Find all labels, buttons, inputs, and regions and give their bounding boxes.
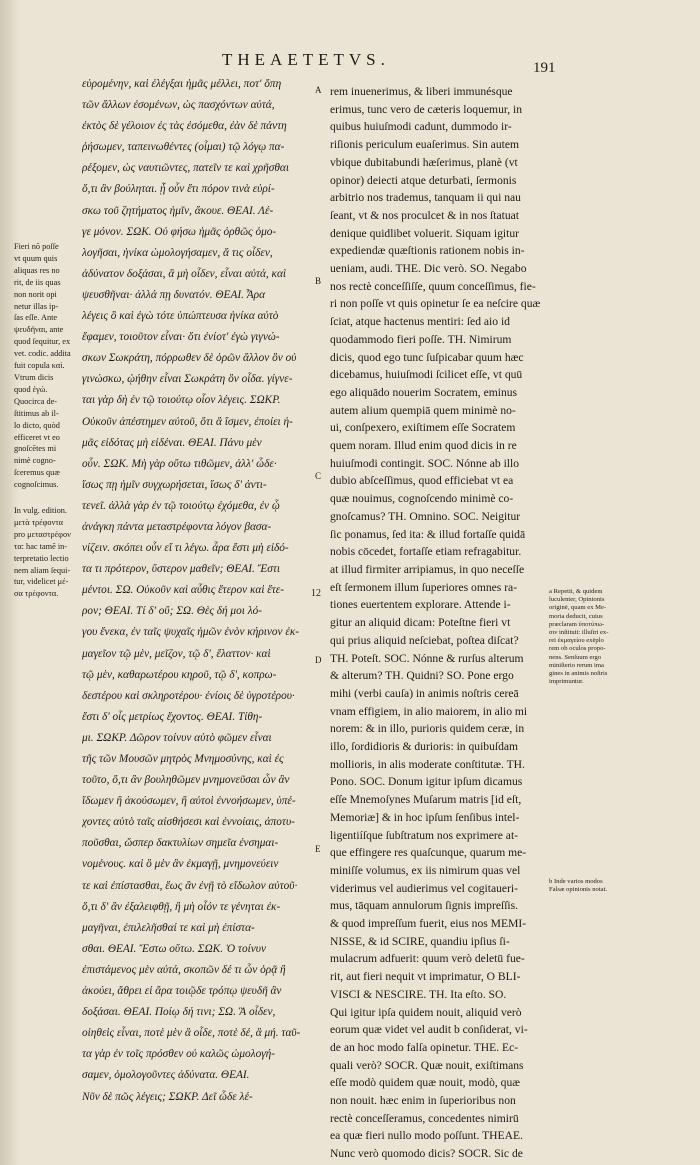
latin-line: VISCI & NESCIRE. TH. Ita eſto. SO. xyxy=(330,987,507,1001)
greek-line: τοῦτο, ὅ,τι ἂν βουληθῶμεν μνημονεῦσαι ὧν ἂν xyxy=(82,774,290,787)
greek-line: τῷ μὲν, καθαρωτέρου κηροῦ, τῷ δ', κοπρω- xyxy=(82,668,277,681)
latin-line: arbitrio nos trademus, tanquam ii qui nau xyxy=(330,191,521,205)
note-line: vt quum quis xyxy=(14,253,58,263)
latin-line: gnoſcamus? TH. Omnino. SOC. Neigitur xyxy=(330,509,521,523)
greek-line: τῶν ἄλλων ἐσομένων, ὡς πασχόντων αὐτά, xyxy=(82,99,275,112)
note-line: efficeret vt eo xyxy=(14,432,60,442)
note-line: terpretatio lectio xyxy=(14,553,69,563)
latin-line: mollioris, in alis moderate conſtitutæ. TH. xyxy=(330,757,525,771)
latin-line: quodammodo fieri poſſe. TH. Nimirum xyxy=(330,332,512,346)
greek-line: λογῆσαι, ἡνίκα ὡμολογήσαμεν, ἅ τις οἶδεν, xyxy=(82,246,273,259)
note-line: ſas eſſe. Ante xyxy=(14,313,58,323)
section-letter-e: E xyxy=(315,844,321,854)
latin-line: & alterum? TH. Quidni? SO. Pone ergo xyxy=(330,669,514,683)
note-line: miniſterio rerum ima xyxy=(549,661,604,669)
greek-text-column xyxy=(82,74,318,1108)
greek-line: Οὐκοῦν ἀπέστημεν αὐτοῦ, ὅτι ἃ ἴσμεν, ἐποίει ἡ- xyxy=(82,415,293,428)
latin-line: quem noram. Illud enim quod dicis in re xyxy=(330,439,517,453)
greek-line: ἀνάγκη πάντα μεταστρέφοντα λόγον βασα- xyxy=(82,520,272,533)
latin-line: qui prius aliquid neſciebat, poſtea diſcat? xyxy=(330,633,519,647)
latin-line: dicebamus, huiuſmodi ſcilicet eſſe, vt quū xyxy=(330,368,523,382)
latin-line: eſſe Mnemoſynes Muſarum matris [id eſt, xyxy=(330,793,522,807)
greek-line: ὅ,τι δ' ἂν ἐξαλειφθῇ, ἢ μὴ οἷόν τε γένηται ἐκ- xyxy=(82,900,281,913)
note-line: non norit opi xyxy=(14,289,57,299)
note-line: lo dicto, quòd xyxy=(14,420,60,430)
greek-line: χοντες αὐτὸ ταῖς αἰσθήσεσι καὶ ἐννοίαις, ἀποτυ- xyxy=(82,816,295,829)
latin-line: illo, ſordidioris & durioris: in quibuſdam xyxy=(330,740,519,754)
latin-line: & quod impreſſum fuerit, eius nos MEMI- xyxy=(330,917,527,931)
note-line: σιν inſtituit: illuſtri ex- xyxy=(549,629,609,637)
greek-line: τῆς τῶν Μουσῶν μητρὸς Μνημοσύνης, καὶ ἐς xyxy=(82,753,284,765)
section-letter-a: A xyxy=(315,85,322,95)
latin-line: huiuſmodi contingit. SOC. Nónne ab illo xyxy=(330,456,520,470)
note-line: præclaram ὑποτύπω- xyxy=(549,620,605,628)
left-margin-note-2 xyxy=(14,505,80,600)
line-number: 12 xyxy=(311,588,321,599)
greek-line: τα τι πρότερον, ὕστερον μαθεῖν; ΘΕΑΙ. Ἔστι xyxy=(82,563,281,576)
greek-line: γου ἕνεκα, ἐν ταῖς ψυχαῖς ἡμῶν ἐνὸν κήρινον ἐκ- xyxy=(82,626,300,639)
latin-line: ſic ponamus, ſed ita: & illud fortaſſe quidā xyxy=(330,527,526,541)
greek-line: τα γὰρ ἐν τοῖς πρόσθεν οὐ καλῶς ὡμολογή- xyxy=(82,1048,276,1061)
greek-line: ἔστι δ' οἷς μετρίως ἔχοντος. ΘΕΑΙ. Τίθη- xyxy=(82,710,263,723)
latin-line: vbique dubitabundi hæſerimus, planè (vt xyxy=(330,155,518,169)
latin-line: Memoriæ] & in hoc ipſum ſenſibus intel- xyxy=(330,810,520,824)
greek-line: ἀκούει, ἄθρει εἰ ἄρα τοιῷδε τρόπῳ ψευδῆ ἂν xyxy=(82,985,282,998)
greek-line: οἰηθεὶς εἶναι, ποτὲ μὲν ἃ οἶδε, ποτὲ δέ, ἃ μή. ταῦ- xyxy=(82,1027,301,1040)
note-line: originē, quam ex Me- xyxy=(549,604,607,612)
latin-line: viderimus vel audierimus vel cogitaueri- xyxy=(330,881,519,895)
latin-line: ueniam, audi. THE. Dic verò. SO. Negabo xyxy=(330,262,527,276)
latin-line: ui, conſpexero, exiſtimem eſſe Socratem xyxy=(330,421,516,435)
greek-line: μι. ΣΩΚΡ. Δῶρον τοίνυν αὐτὸ φῶμεν εἶναι xyxy=(82,731,272,744)
page-number: 191 xyxy=(533,60,556,76)
greek-line: ὅ,τι ἂν βούληται. ᾗ οὖν ἔτι πόρον τινὰ εὑρί- xyxy=(82,183,275,196)
greek-line: τενεῖ. ἀλλὰ γὰρ ἐν τῷ τοιούτῳ ἐχόμεθα, ἐν ᾧ xyxy=(82,499,280,512)
latin-line: norem: & in illo, purioris quidem ceræ, in xyxy=(330,722,525,736)
latin-text-column xyxy=(330,83,544,1163)
latin-line: rit, aut fieri nequit vt imprimatur, O BLI- xyxy=(330,970,521,984)
latin-line: ea quæ fieri nullo modo poſſunt. THEAE. xyxy=(330,1129,523,1143)
greek-line: νίζειν. σκόπει οὖν εἴ τι λέγω. ἆρα ἔστι μὴ εἰδό- xyxy=(82,542,289,555)
latin-line: riſionis periculum euaſerimus. Sin autem xyxy=(330,138,520,152)
greek-line: δεστέρου καὶ σκληροτέρου· ἐνίοις δὲ ὑγροτέρου· xyxy=(82,689,295,702)
running-head: THEAETETVS. xyxy=(222,50,390,69)
note-line: aliquas res no xyxy=(14,265,60,275)
latin-line: quibus huiuſmodi cadunt, dummodo ir- xyxy=(330,120,512,134)
greek-line: ἐπιστάμενος μὲν αὐτά, σκοπῶν δέ τι ὧν ὁρᾷ ἢ xyxy=(82,963,286,976)
note-line: netur illas ip- xyxy=(14,301,59,311)
note-line: Quocirca de- xyxy=(14,396,58,406)
latin-line: rem inuenerimus, & liberi immunésque xyxy=(330,85,513,98)
latin-line: denique quidlibet voluerit. Siquam igitur xyxy=(330,226,520,240)
note-line: rit, de iis quas xyxy=(14,277,61,287)
latin-line: opinor) deiecti atque deturbati, ſermonis xyxy=(330,173,517,187)
note-line: Vtrum dicis xyxy=(14,372,54,382)
right-margin-note-1 xyxy=(549,588,671,686)
note-line: nens. Senſuum ergo xyxy=(549,653,602,661)
latin-line: mus, tāquam annulorum ſignis impreſſis. xyxy=(330,899,519,913)
greek-line: ποῦσθαι, ὥσπερ δακτυλίων σημεῖα ἐνσημαι- xyxy=(82,837,279,850)
latin-line: erimus, tunc vero de cæteris loquemur, in xyxy=(330,102,523,116)
note-line: moria deducit, cuius xyxy=(549,612,603,620)
note-line: a Repetit, & quidem xyxy=(549,588,603,595)
greek-line: μαγεῖον τῷ μὲν, μεῖζον, τῷ δ', ἔλαττον· καὶ xyxy=(82,647,271,660)
greek-line: λέγεις ὃ καὶ ἐγὼ τότε ὑπώπτευσα ἡνίκα αὐτὸ xyxy=(82,310,279,323)
greek-line: ῥήσωμεν, ταπεινωθέντες (οἶμαι) τῷ λόγῳ πα- xyxy=(82,141,285,154)
greek-line: ἴδωμεν ἢ ἀκούσωμεν, ἢ αὐτοὶ ἐννοήσωμεν, ὑπέ- xyxy=(82,795,296,808)
note-line: b Inde varios modos xyxy=(549,878,603,885)
note-line: gines in animis noſtris xyxy=(549,670,608,678)
latin-line: at illud firmiter arripiamus, in quo neceſſe xyxy=(330,562,525,576)
greek-line: ρέξομεν, ὡς ναυτιῶντες, πατεῖν τε καὶ χρῆσθαι xyxy=(82,162,289,175)
latin-line: nobis cōcedet, fortaſſe etiam refragabitur. xyxy=(330,545,522,559)
latin-line: mihi (verbi cauſa) in animis noſtris cereā xyxy=(330,686,519,700)
latin-line: tiones euertentem explorare. Attende i- xyxy=(330,598,511,612)
note-line: μετὰ τρέφοντα xyxy=(14,517,64,527)
note-line: Falsæ opinionis notat. xyxy=(549,886,608,894)
latin-line: ligentiíſque ſubſtratum nos exprimere at- xyxy=(330,828,519,842)
latin-line: ego aliquādo nouerim Socratem, eminus xyxy=(330,385,518,399)
latin-line: Pono. SOC. Donum igitur ipſum dicamus xyxy=(330,775,523,789)
greek-line: εὑρομένην, καὶ ἐλέγξαι ἡμᾶς μέλλει, ποτ' ὅπη xyxy=(82,78,282,90)
greek-line: σαμεν, ὁμολογοῦντες ἀδύνατα. ΘΕΑΙ. xyxy=(82,1069,250,1082)
note-line: cognoſcimus. xyxy=(14,480,59,490)
latin-line: Qui igitur ipſa quidem nouit, aliquid verò xyxy=(330,1005,522,1019)
greek-line: νομένους. καὶ ὃ μὲν ἂν ἐκμαγῇ, μνημονεύειν xyxy=(82,858,279,871)
greek-line: μαγῆναι, ἐπιλελῆσθαί τε καὶ μὴ ἐπίστα- xyxy=(82,921,255,934)
note-line: Fieri nō poſſe xyxy=(14,242,59,251)
note-line: fuit copula καὶ. xyxy=(14,361,65,371)
greek-line: ἔφαμεν, τοιοῦτον εἶναι· ὅτι ἐνίοτ' ἐγὼ γιγνώ- xyxy=(82,331,280,344)
note-line: imprimuntur. xyxy=(549,678,584,686)
greek-line: ψευσθῆναι· ἀλλά πῃ δυνατόν. ΘΕΑΙ. Ἆρα xyxy=(82,288,266,301)
note-line: In vulg. edition. xyxy=(14,506,68,515)
note-line: rei ἐκμαγείου exēplo xyxy=(549,637,604,645)
greek-line: μᾶς εἰδότας μὴ εἰδέναι. ΘΕΑΙ. Πάνυ μὲν xyxy=(82,436,262,449)
latin-line: NISSE, & id SCIRE, quandiu ipſius ſi- xyxy=(330,934,510,948)
latin-line: ſciat, atque hactenus mentiri: ſed aio id xyxy=(330,315,510,329)
greek-line: ρον; ΘΕΑΙ. Τί δ' οὔ; ΣΩ. Θὲς δή μοι λό- xyxy=(82,605,263,618)
latin-line: vnam effigiem, in alio maiorem, in alio mi xyxy=(330,704,528,718)
greek-line: ἴσως πῃ ἡμῖν συγχωρήσεται, ἴσως δ' ἀντι- xyxy=(82,478,267,491)
latin-line: expediendæ quæſtionis rationem nobis in- xyxy=(330,244,525,258)
section-letter-b: B xyxy=(315,276,322,286)
latin-line: eorum quæ videt vel audit b conſiderat, vi- xyxy=(330,1023,528,1037)
note-line: σα τρέφοντα. xyxy=(14,589,59,599)
latin-line: de an hoc modo falſa opinetur. THE. Ec- xyxy=(330,1040,519,1054)
section-letter-c: C xyxy=(315,471,322,481)
section-letter-d: D xyxy=(315,655,322,665)
latin-line: gitur an aliquid dicam: Poteſtne fieri vt xyxy=(330,616,511,630)
latin-line: nos rectè conceſſiſſe, quum conceſſimus, fie- xyxy=(330,279,536,293)
latin-line: non nouit. hæc enim in ſuperioribus non xyxy=(330,1094,516,1108)
note-line: tur, videlicet μέ- xyxy=(14,577,69,587)
note-line: nimè cogno- xyxy=(14,456,56,466)
latin-line: ſeant, vt & nos proculcet & in nos ſtatuat xyxy=(330,208,520,222)
greek-line: σθαι. ΘΕΑΙ. Ἔστω οὕτω. ΣΩΚ. Ὁ τοίνυν xyxy=(82,942,266,955)
note-line: quod ἐγώ. xyxy=(14,384,48,394)
greek-line: ἀδύνατον δοξάσαι, ἃ μὴ οἶδεν, εἶναι αὐτά, καὶ xyxy=(82,267,287,280)
note-line: τα: hac tamē in- xyxy=(14,541,68,551)
greek-line: δοξάσαι. ΘΕΑΙ. Ποίῳ δή τινι; ΣΩ. Ἃ οἶδεν, xyxy=(82,1006,276,1019)
latin-line: quali verò? SOCR. Quæ nouit, exiſtimans xyxy=(330,1058,524,1072)
latin-line: dubio abſceſſimus, quod efficiebat vt ea xyxy=(330,474,514,488)
note-line: vet. codic. addita xyxy=(14,349,71,359)
note-line: ſceremus quæ xyxy=(14,468,60,478)
note-line: gnoſcētes mi xyxy=(14,444,57,454)
note-line: ψευδῆναι, ante xyxy=(14,325,64,335)
latin-line: miniſſe volumus, ex iis nimirum quas vel xyxy=(330,863,521,877)
note-line: ſtitimus ab il- xyxy=(14,408,59,418)
latin-line: rectè conceſſeramus, concedentes nimirū xyxy=(330,1111,519,1125)
latin-line: quæ nouimus, cognoſcendo minimè co- xyxy=(330,492,514,506)
latin-line: eſt ſermonem illum ſuperiores omnes ra- xyxy=(330,580,518,594)
greek-line: οὖν. ΣΩΚ. Μὴ γὰρ οὕτω τιθῶμεν, ἀλλ' ὧδε· xyxy=(82,457,277,470)
note-line: pro μεταστρέφον xyxy=(14,529,71,539)
latin-line: TH. Poteſt. SOC. Nónne & rurſus alterum xyxy=(330,651,524,665)
latin-line: que effingere res quaſcunque, quarum me- xyxy=(330,846,527,860)
note-line: nem aliam ſequi- xyxy=(14,565,71,575)
latin-line: eſſe modò quidem quæ nouit, modò, quæ xyxy=(330,1076,521,1090)
latin-line: Nunc verò quomodo dicis? SOCR. Sic de xyxy=(330,1147,523,1161)
note-line: rem ob oculos propo- xyxy=(549,645,606,653)
greek-line: σκω τοῦ ζητήματος ἡμῖν, ἄκουε. ΘΕΑΙ. Λέ- xyxy=(82,204,274,217)
greek-line: γινώσκω, ᾠήθην εἶναι Σωκράτη ὃν οἶδα. γίγνε- xyxy=(82,373,293,386)
greek-line: τε καὶ ἐπίστασθαι, ἕως ἂν ἐνῇ τὸ εἴδωλον αὐτοῦ· xyxy=(82,879,298,892)
greek-line: σκων Σωκράτη, πόρρωθεν δὲ ὁρῶν ἄλλον ὃν οὐ xyxy=(82,352,297,365)
greek-line: Νῦν δὲ πῶς λέγεις; ΣΩΚΡ. Δεῖ ὧδε λέ- xyxy=(82,1090,253,1103)
latin-line: dicis, quod ego tunc ſuſpicabar quum hæc xyxy=(330,350,524,364)
latin-line: mulacrum adfuerit: quum verò deletū fue- xyxy=(330,952,525,966)
latin-line: ri non poſſe vt quis opinetur ſe ea neſcire quæ xyxy=(330,297,541,311)
greek-line: ἐκτὸς δὲ γέλοιον ἐς τὰς ἐσόμεθα, ἐὰν δὲ πάντη xyxy=(82,120,287,133)
greek-line: ται γὰρ δὴ ἐν τῷ τοιούτῳ οἷον λέγεις. ΣΩΚΡ. xyxy=(82,394,281,407)
latin-line: autem alium quempiā quem minimè no- xyxy=(330,403,516,417)
note-line: luculenter, Opinionis xyxy=(549,596,605,604)
greek-line: μέντοι. ΣΩ. Οὐκοῦν καὶ αὖθις ἕτερον καὶ ἕτε- xyxy=(82,584,284,597)
note-line: quod ſequitur, ex xyxy=(14,337,71,347)
left-margin-note-1 xyxy=(14,241,80,491)
right-margin-note-2 xyxy=(549,878,671,894)
greek-line: γε μόνον. ΣΩΚ. Οὐ φήσω ἡμᾶς ὀρθῶς ὁμο- xyxy=(82,225,277,238)
